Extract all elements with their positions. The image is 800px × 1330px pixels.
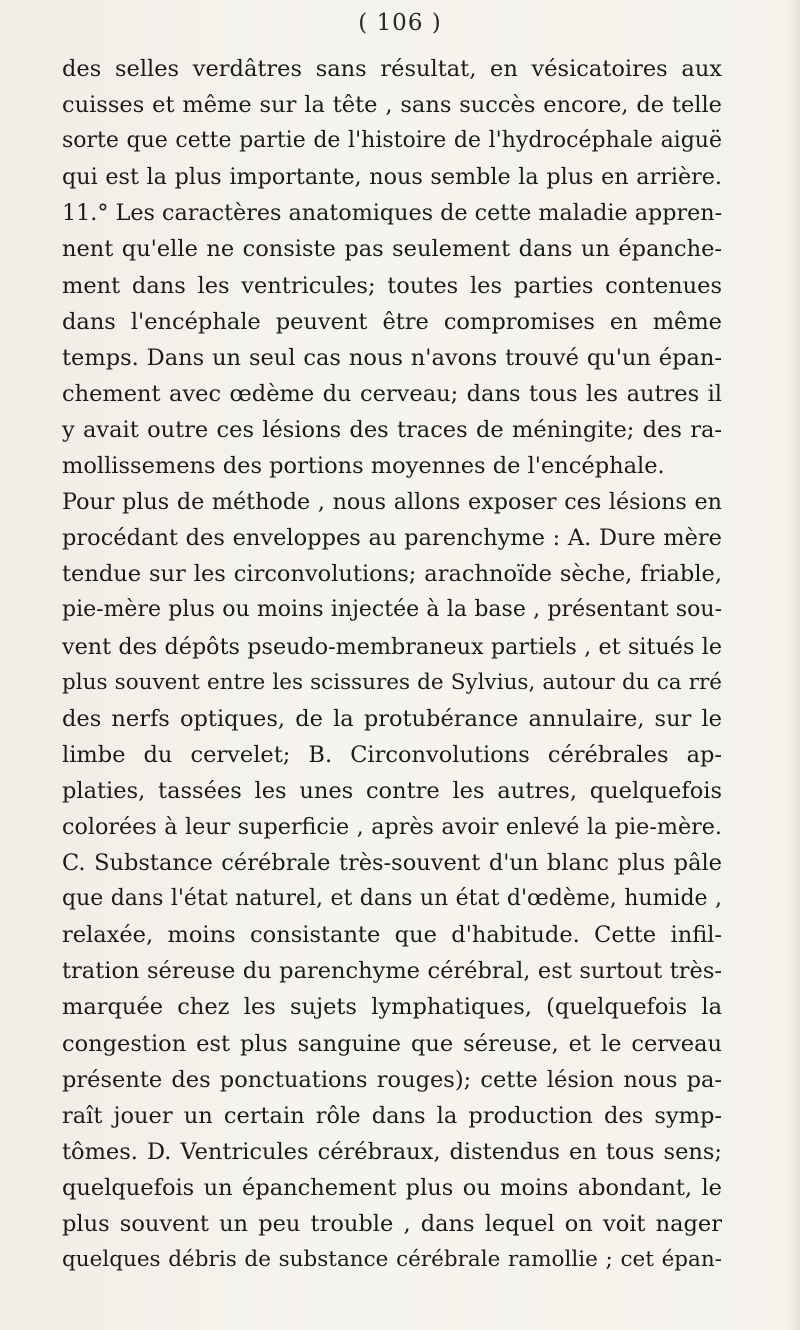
text-line: C. Substance cérébrale très-souvent d'un blanc plus pâle bbox=[62, 850, 722, 877]
text-line: présente des ponctuations rouges); cette lésion nous pa- bbox=[62, 1066, 722, 1093]
text-line: ment dans les ventricules; toutes les parties contenues bbox=[62, 272, 722, 299]
text-line: nent qu'elle ne consiste pas seulement dans un épanche- bbox=[62, 236, 722, 263]
text-line: vent des dépôts pseudo-membraneux partiels , et situés le bbox=[62, 633, 722, 660]
text-line: quelquefois un épanchement plus ou moins abondant, le bbox=[62, 1174, 722, 1201]
text-line: des nerfs optiques, de la protubérance annulaire, sur le bbox=[62, 705, 722, 732]
text-line: sorte que cette partie de l'histoire de l'hydrocéphale aiguë bbox=[62, 128, 722, 154]
text-line: quelques débris de substance cérébrale ramollie ; cet épan- bbox=[62, 1247, 722, 1273]
body-text bbox=[62, 51, 722, 1278]
text-line: platies, tassées les unes contre les autres, quelquefois bbox=[62, 777, 722, 804]
text-line: pie-mère plus ou moins injectée à la base , présentant sou- bbox=[62, 597, 722, 623]
text-line: relaxée, moins consistante que d'habitude. Cette infil- bbox=[62, 922, 722, 949]
page-edge-shadow bbox=[786, 0, 800, 1330]
text-line: que dans l'état naturel, et dans un état d'œdème, humide , bbox=[62, 886, 722, 912]
text-line: 11.° Les caractères anatomiques de cette maladie appren- bbox=[62, 200, 722, 227]
text-line: colorées à leur superficie , après avoir enlevé la pie-mère. bbox=[62, 813, 722, 840]
text-line: dans l'encéphale peuvent être compromises en même bbox=[62, 308, 722, 335]
text-line: tendue sur les circonvolutions; arachnoïde sèche, friable, bbox=[62, 561, 722, 588]
text-line: mollissemens des portions moyennes de l'encéphale. bbox=[62, 453, 665, 480]
text-line: plus souvent entre les scissures de Sylvius, autour du ca rré bbox=[62, 669, 722, 695]
text-line: tration séreuse du parenchyme cérébral, est surtout très- bbox=[62, 958, 722, 985]
text-line: chement avec œdème du cerveau; dans tous les autres il bbox=[62, 380, 722, 407]
text-line: cuisses et même sur la tête , sans succès encore, de telle bbox=[62, 92, 722, 119]
text-line: raît jouer un certain rôle dans la production des symp- bbox=[62, 1102, 722, 1129]
text-line: y avait outre ces lésions des traces de méningite; des ra- bbox=[62, 416, 722, 443]
text-line: limbe du cervelet; B. Circonvolutions cérébrales ap- bbox=[62, 741, 722, 768]
text-line: marquée chez les sujets lymphatiques, (quelquefois la bbox=[62, 994, 722, 1021]
text-line: des selles verdâtres sans résultat, en vésicatoires aux bbox=[62, 56, 722, 82]
text-line: congestion est plus sanguine que séreuse, et le cerveau bbox=[62, 1030, 722, 1057]
text-line: qui est la plus importante, nous semble la plus en arrière. bbox=[62, 164, 722, 191]
page-number: ( 106 ) bbox=[358, 10, 442, 36]
text-line: Pour plus de méthode , nous allons exposer ces lésions en bbox=[62, 489, 722, 516]
text-line: temps. Dans un seul cas nous n'avons trouvé qu'un épan- bbox=[62, 344, 722, 371]
text-line: tômes. D. Ventricules cérébraux, distendus en tous sens; bbox=[62, 1138, 722, 1165]
text-line: procédant des enveloppes au parenchyme : A. Dure mère bbox=[62, 525, 722, 552]
text-line: plus souvent un peu trouble , dans lequel on voit nager bbox=[62, 1211, 722, 1237]
